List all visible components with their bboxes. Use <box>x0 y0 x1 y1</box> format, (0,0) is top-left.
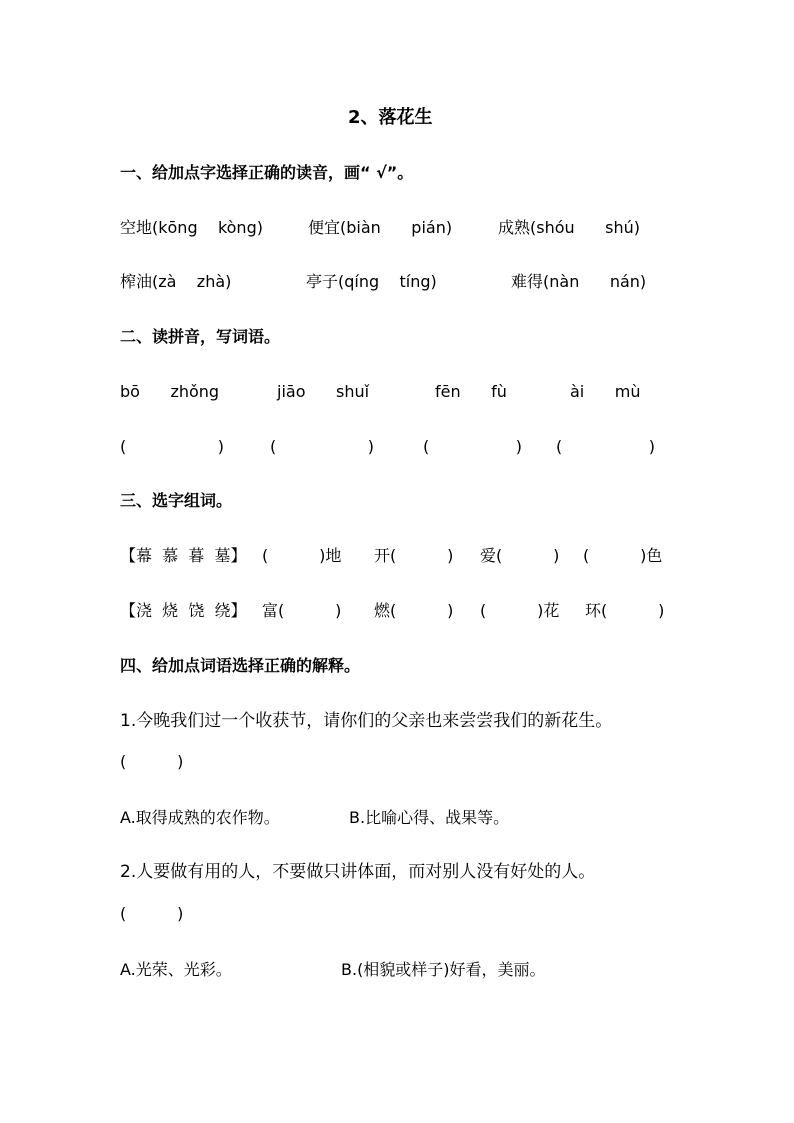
page-title: 2、落花生 <box>348 107 433 128</box>
word-blank: 爱( ) <box>480 546 560 565</box>
answer-blank: ( ) <box>556 437 655 456</box>
question-1-option-b: B.比喻心得、战果等。 <box>349 808 510 827</box>
question-2-blank: ( ) <box>120 904 184 923</box>
question-2-text: 2.人要做有用的人，不要做只讲体面，而对别人没有好处的人。 <box>120 862 596 882</box>
question-1-option-a: A.取得成熟的农作物。 <box>120 808 280 827</box>
pinyin-bozhong: bō zhǒng <box>120 382 220 401</box>
word-blank: 开( ) <box>374 546 454 565</box>
section2-heading: 二、读拼音，写词语。 <box>120 327 281 346</box>
word-blank: 燃( ) <box>374 601 454 620</box>
question-1-blank: ( ) <box>120 752 184 771</box>
pinyin-choice-zhayou: 榨油(zà zhà) <box>120 272 232 291</box>
answer-blank: ( ) <box>423 437 522 456</box>
word-blank: 富( ) <box>262 601 342 620</box>
pinyin-jiaoshui: jiāo shuǐ <box>277 382 370 401</box>
section1-heading: 一、给加点字选择正确的读音，画“ √”。 <box>120 163 414 182</box>
char-options-mu: 【幕 慕 暮 墓】 <box>120 546 247 565</box>
pinyin-aimu: ài mù <box>570 382 641 401</box>
pinyin-choice-nande: 难得(nàn nán) <box>511 272 647 291</box>
word-blank: ( )地 <box>262 546 342 565</box>
section4-heading: 四、给加点词语选择正确的解释。 <box>120 656 361 675</box>
pinyin-choice-pianyi: 便宜(biàn pián) <box>308 218 453 237</box>
section3-heading: 三、选字组词。 <box>120 491 233 510</box>
word-blank: 环( ) <box>585 601 665 620</box>
answer-blank: ( ) <box>270 437 375 456</box>
pinyin-choice-tingzi: 亭子(qíng tíng) <box>306 272 437 291</box>
word-blank: ( )花 <box>480 601 560 620</box>
question-1-text: 1.今晚我们过一个收获节，请你们的父亲也来尝尝我们的新花生。 <box>120 711 613 731</box>
word-blank: ( )色 <box>583 546 663 565</box>
pinyin-choice-kongdi: 空地(kōng kòng) <box>120 218 263 237</box>
pinyin-fenfu: fēn fù <box>435 382 507 401</box>
answer-blank: ( ) <box>120 437 225 456</box>
char-options-rao: 【浇 烧 饶 绕】 <box>120 601 247 620</box>
question-2-option-b: B.(相貌或样子)好看，美丽。 <box>341 960 546 979</box>
question-2-option-a: A.光荣、光彩。 <box>120 960 232 979</box>
pinyin-choice-chengshu: 成熟(shóu shú) <box>498 218 641 237</box>
